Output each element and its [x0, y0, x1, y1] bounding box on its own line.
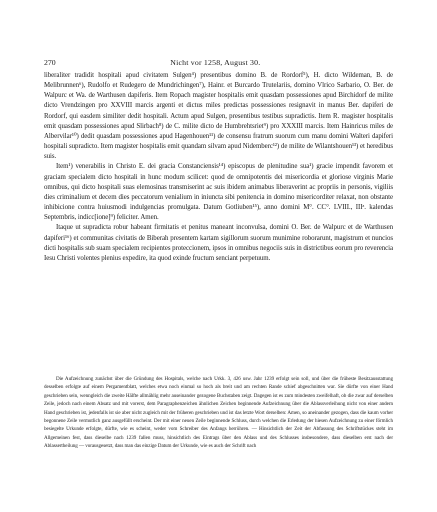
paragraph-2: Item¹) venerabilis in Christo E. dei gracia Constanciensis¹⁴) episcopus de plenitudine sua¹) gracie impendit favorem et graciam specialem dicto hospitali in hunc modum scilicet: quod de omnipotentis dei misericordia et gloriose virginis Marie omnibus, qui dicto hospitali suas elemosinas transmiserint ac suis ibidem animabus liberaverint ac propriis in personis, vigiliis dies criminalium et decem dies peccatorum venialium in iniuncta sibi penitencia in domino misericorditer relaxat, non obstante inhibicione contra huiusmodi indulgencias promulgata. Datum Gotliuben¹⁵), anno domini M°. CC°. LVIII., IIIᵃ. kalendas Septembris, indicc[ione]⁹) feliciter. Amen.: [44, 163, 393, 222]
running-title: Nicht vor 1258, August 30.: [170, 58, 261, 67]
charter-text: [44, 71, 393, 264]
paragraph-1: liberaliter tradidit hospitali apud civitatem Sulgen⁴) presentibus domino B. de Rordorf⁵), H. dicto Wildeman, B. de Melibrunnen⁶), Rudolfo et Rudegero de Mundrichingen⁷), Hainr. et Burcardo Trutelariis, domino Vlrico Sarbario, O. Ber. de Walpurc et Wa. de Warthusen dapiferis. Item Ropach magister hospitalis emit quasdam possessiones apud Birchidorf de milite dicto Vrendzingen pro XXVIII marcis argenti et dictus miles predictas possessiones resignavit in manus Ber. dapiferi de Rordorf, qui easdem similiter dedit hospitali. Actum apud Sulgen, presentibus testibus supradictis. Item R. magister hospitalis emit quasdam possessiones apud Slirbach⁸) de C. milite dicto de Humbrehtsriet⁹) pro XXXIII marcis. Item Hainricus miles de Albervilar¹⁰) dedit quasdam possessiones apud Hagenhouen¹¹) de consensu fratrum suorum cum manu domini Walteri dapiferi hospitali supradicto. Item magister hospitalis emit quandam silvam apud Nidemberc¹²) de milite de Wilantshouen¹³) et heredibus suis.: [44, 72, 393, 161]
page-header: [44, 58, 393, 67]
paragraph-3: Itaque ut supradicta robur habeant firmitatis et penitus maneant inconvulsa, domini O. Ber. de Walpurc et de Warthusen dapiferi¹⁶) et communitas civitatis de Biberah presentem kartam sigillorum suorum munimine roborarunt, magistrum et nuncios dicti hospitalis sub suam specialem recipientes proteccionem, ipsos in omnibus negociis suis in districtibus eorum pro reverencia Iesu Christi volentes plenius expedire, ita quod exinde fructum senciant perpetuum.: [44, 224, 393, 262]
editorial-notes: [44, 375, 393, 451]
page-number: 270: [44, 58, 56, 67]
notes-paragraph: Die Aufzeichnung zunächst über die Gründung des Hospitals, welche nach Urkk. 3, 426 usw. Jahr 1239 erfolgt sein soll, und über die früheste Besitzausstattung desselben erfolgte auf einem Pergamentblatt, welches etwa noch einmal so hoch als breit und am rechten Rande schief abgeschnitten war. Sie dürfte von einer Hand geschrieben sein, wenngleich die zweite Hälfte allmählig mehr auseinander gezogene Buchstaben zeigt. Dagegen ist es zum mindesten zweifelhaft, ob die zwar auf derselben Zeile, jedoch nach einem Absatz und mit vorerst, dem Paragraphenzeichen ähnlichen Zeichen beginnende Aufzeichnung über die Ablassverleihung nicht von einer andern Hand geschrieben ist, jedenfalls ist sie aber nicht zugleich mit der früheren geschrieben und ist das letzte Wort derselben: Amen, so aneinander gezogen, dass die kaum vorher begonnene Zeile vermutlich ganz ausgefüllt erscheint. Der mit einer neuen Zeile beginnende Schluss, durch welchen die Erledung der hiesen Aufzeichnung zu einer förmlich besiegelte Urkunde erfolgte, dürfte, wie es scheint, weder vom Schreiber des Anfangs herrühren. — Hinsichtlich der Zeit der Abfassung des Schriftstückes steht im Allgemeinen fest, dass dieselbe nach 1239 fallen muss, hinsichtlich des Eintrags über den Ablass und des Schlusses insbesondere, dass dieselben erst nach der Ablassertheilung — vorausgesetzt, dass man das einzige Datum der Urkunde, wie es auch der Schrift nach: [44, 376, 393, 450]
